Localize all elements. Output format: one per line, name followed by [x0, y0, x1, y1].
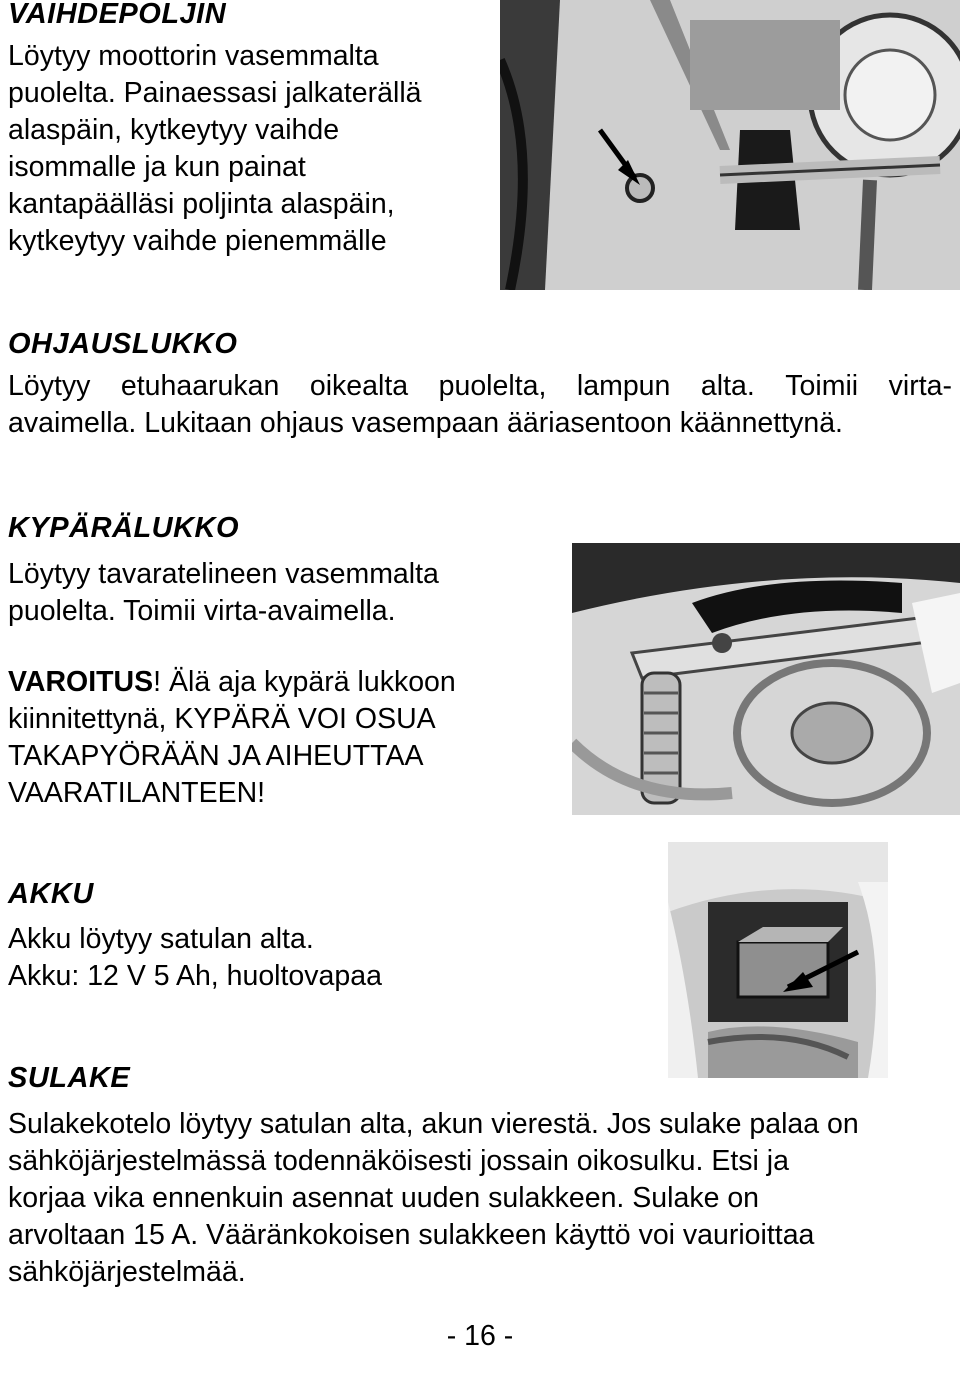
warning-line: TAKAPYÖRÄÄN JA AIHEUTTAA: [8, 740, 424, 772]
word: lampun: [576, 370, 671, 402]
battery-photo: [668, 842, 888, 1078]
ohjauslukko-line-1: [8, 368, 952, 405]
heading-vaihdepoljin: VAIHDEPOLJIN: [8, 0, 227, 30]
warning-text: ! Älä aja kypärä lukkoon: [153, 666, 456, 698]
word: Löytyy: [8, 370, 91, 402]
word: virta-: [888, 370, 952, 402]
warning-line: VAARATILANTEEN!: [8, 777, 266, 809]
kyparalukko-line: Löytyy tavaratelineen vasemmalta: [8, 558, 439, 590]
vaihdepoljin-line: kytkeytyy vaihde pienemmälle: [8, 225, 387, 257]
sulake-line: sähköjärjestelmässä todennäköisesti jossain oikosulku. Etsi ja: [8, 1145, 789, 1177]
ohjauslukko-line-2: avaimella. Lukitaan ohjaus vasempaan ääriasentoon käännettynä.: [8, 407, 843, 439]
sulake-line: Sulakekotelo löytyy satulan alta, akun vierestä. Jos sulake palaa on: [8, 1108, 859, 1140]
vaihdepoljin-line: Löytyy moottorin vasemmalta: [8, 40, 379, 72]
word: oikealta: [309, 370, 409, 402]
heading-kyparalukko: KYPÄRÄLUKKO: [8, 512, 240, 544]
kyparalukko-line: puolelta. Toimii virta-avaimella.: [8, 595, 396, 627]
gear-pedal-photo: [500, 0, 960, 290]
word: alta.: [700, 370, 755, 402]
sulake-line: arvoltaan 15 A. Vääränkokoisen sulakkeen käyttö voi vaurioittaa: [8, 1219, 815, 1251]
akku-line: Akku: 12 V 5 Ah, huoltovapaa: [8, 960, 382, 992]
vaihdepoljin-line: puolelta. Painaessasi jalkaterällä: [8, 77, 422, 109]
warning-label: VAROITUS: [8, 666, 154, 698]
heading-ohjauslukko: OHJAUSLUKKO: [8, 328, 238, 360]
heading-sulake: SULAKE: [8, 1062, 131, 1094]
word: etuhaarukan: [120, 370, 280, 402]
vaihdepoljin-line: isommalle ja kun painat: [8, 151, 306, 183]
akku-line: Akku löytyy satulan alta.: [8, 923, 314, 955]
heading-akku: AKKU: [8, 878, 94, 910]
vaihdepoljin-line: alaspäin, kytkeytyy vaihde: [8, 114, 340, 146]
warning-line-1: [8, 664, 456, 701]
page-number: - 16 -: [446, 1320, 514, 1352]
sulake-line: korjaa vika ennenkuin asennat uuden sulakkeen. Sulake on: [8, 1182, 760, 1214]
helmet-lock-photo: [572, 543, 960, 815]
word: Toimii: [785, 370, 859, 402]
warning-line: kiinnitettynä, KYPÄRÄ VOI OSUA: [8, 703, 436, 735]
vaihdepoljin-line: kantapäälläsi poljinta alaspäin,: [8, 188, 395, 220]
sulake-line: sähköjärjestelmää.: [8, 1256, 246, 1288]
word: puolelta,: [438, 370, 547, 402]
